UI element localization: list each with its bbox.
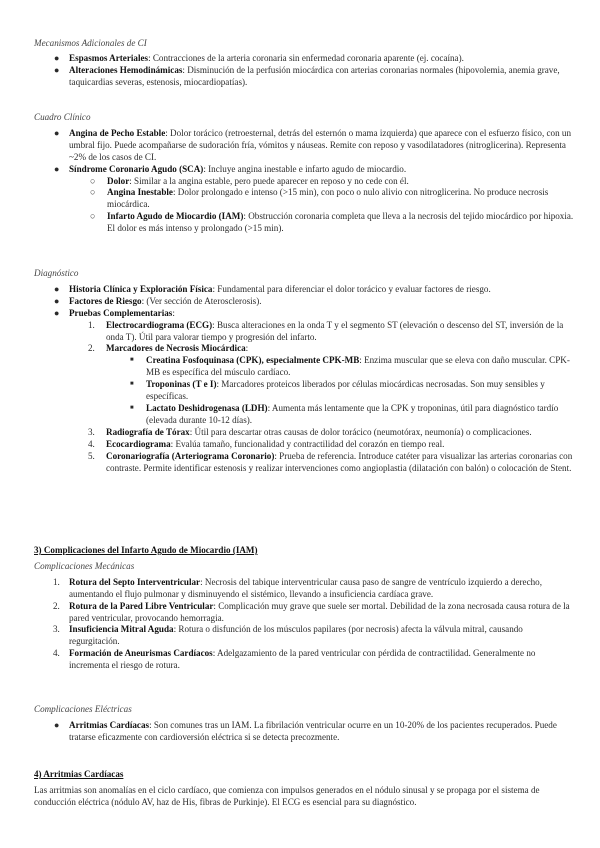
term: Rotura del Septo Interventricular [69, 576, 201, 587]
term: Angina de Pecho Estable [69, 127, 166, 138]
list-item [34, 53, 574, 65]
item-text: : Aumenta más lentamente que la CPK y troponinas, útil para diagnóstico tardío (elevada durante 10-12 días). [146, 402, 559, 425]
sub-list-item [34, 176, 574, 188]
square-bullet-icon: ■ [130, 381, 134, 388]
term: Coronariografía (Arteriograma Coronario) [106, 450, 275, 461]
item-text: : Adelgazamiento de la pared ventricular con pérdida de contractilidad. Generalmente no incrementa el riesgo de rotura. [69, 648, 536, 671]
section-arritmias [34, 769, 574, 809]
term: Alteraciones Hemodinámicas [69, 64, 183, 75]
numbered-item [34, 601, 574, 625]
term: Historia Clínica y Exploración Física [69, 283, 213, 294]
term: Espasmos Arteriales [69, 52, 149, 63]
list-item [34, 284, 574, 296]
numbered-item [34, 320, 574, 344]
term: Marcadores de Necrosis Miocárdica [106, 343, 246, 354]
term: Factores de Riesgo [69, 295, 142, 306]
bullet-icon: ● [54, 127, 60, 138]
item-text: : [245, 343, 249, 354]
square-bullet-icon: ■ [130, 357, 134, 364]
term: Infarto Agudo de Miocardio (IAM) [107, 211, 244, 222]
numbered-item [34, 427, 574, 439]
term: Radiografía de Tórax [106, 426, 190, 437]
item-text: : Similar a la angina estable, pero puede aparecer en reposo y no cede con él. [129, 175, 409, 186]
term: Formación de Aneurismas Cardíacos [69, 648, 213, 659]
item-text: : Fundamental para diferenciar el dolor torácico y evaluar factores de riesgo. [212, 283, 491, 294]
bullet-icon: ● [54, 52, 60, 63]
item-number: 1. [88, 319, 95, 330]
item-text: : Complicación muy grave que suele ser mortal. Debilidad de la zona necrosada causa rotura de la pared ventricular, provocando hemorragia. [69, 600, 570, 623]
item-text: : Busca alteraciones en la onda T y el segmento ST (elevación o descenso del ST, inversión de la onda T). Útil para valorar tiempo y progresión del infarto. [106, 319, 564, 342]
section-diagnostico [34, 268, 574, 474]
term: Ecocardiograma [106, 438, 171, 449]
item-text: : Prueba de referencia. Introduce catéter para visualizar las arterias coronarias con contraste. Permite identificar estenosis y realizar intervenciones como angioplastia (dilatación con balón) o colocación de Stent. [106, 450, 573, 473]
section-heading: Diagnóstico [34, 268, 79, 278]
item-number: 3. [53, 624, 60, 635]
section-complicaciones-iam [34, 545, 574, 672]
section-heading: 3) Complicaciones del Infarto Agudo de Miocardio (IAM) [34, 545, 258, 555]
term: Creatina Fosfoquinasa (CPK), especialmente CPK-MB [146, 355, 360, 366]
item-text: : Útil para descartar otras causas de dolor torácico (neumotórax, neumonía) o complicaciones. [189, 426, 532, 437]
term: Dolor [107, 175, 130, 186]
item-number: 4. [53, 648, 60, 659]
term: Lactato Deshidrogenasa (LDH) [146, 402, 268, 413]
list-item [34, 308, 574, 320]
item-text: : Rotura o disfunción de los músculos papilares (por necrosis) afecta la válvula mitral, causando regurgitación. [69, 624, 523, 647]
item-text: : Dolor torácico (retroesternal, detrás del esternón o mama izquierda) que aparece con el esfuerzo físico, con un umbral fijo. Puede acompañarse de sudoración fría, vómitos y náuseas. Remite con reposo y vasodilatadores (nitroglicerina). Representa ~2% de los casos de CI. [69, 127, 572, 162]
marker-item [34, 379, 574, 403]
numbered-item [34, 451, 574, 475]
section-heading: Complicaciones Eléctricas [34, 704, 132, 714]
bullet-icon: ● [54, 295, 60, 306]
item-text: : Enzima muscular que se eleva con daño muscular. CPK-MB es específica del músculo cardíaco. [146, 355, 570, 378]
item-text: : Incluye angina inestable e infarto agudo de miocardio. [203, 163, 407, 174]
term: Pruebas Complementarias [69, 307, 173, 318]
numbered-item [34, 343, 574, 355]
item-number: 4. [88, 438, 95, 449]
list-item [34, 720, 574, 744]
sub-list-item [34, 211, 574, 235]
term: Electrocardiograma (ECG) [106, 319, 213, 330]
item-text: : [172, 307, 175, 318]
numbered-item [34, 648, 574, 672]
circle-icon: ○ [90, 211, 96, 222]
item-text: : (Ver sección de Aterosclerosis). [141, 295, 262, 306]
term: Troponinas (T e I) [146, 379, 217, 390]
term: Angina Inestable [107, 187, 173, 198]
bullet-icon: ● [54, 719, 60, 730]
list-item [34, 296, 574, 308]
list-item [34, 65, 574, 89]
section-complicaciones-electricas [34, 704, 574, 744]
item-text: : Necrosis del tabique interventricular causa paso de sangre de ventrículo izquierdo a derecho, aumentando el flujo pulmonar y disminuyendo el sistémico, llevando a insuficiencia cardíaca grave. [69, 576, 542, 599]
item-text: : Disminución de la perfusión miocárdica con arterias coronarias normales (hipovolemia, anemia grave, taquicardias severas, estenosis, miocardiopatías). [69, 64, 560, 87]
term: Insuficiencia Mitral Aguda [69, 624, 174, 635]
circle-icon: ○ [90, 187, 96, 198]
list-item [34, 164, 574, 176]
item-text: : Evalúa tamaño, funcionalidad y contractilidad del corazón en tiempo real. [170, 438, 445, 449]
square-bullet-icon: ■ [130, 404, 134, 411]
section-heading: Cuadro Clínico [34, 112, 91, 122]
item-number: 5. [88, 450, 95, 461]
subsection-heading: Complicaciones Mecánicas [34, 560, 135, 571]
numbered-item [34, 439, 574, 451]
term: Arritmias Cardíacas [69, 719, 150, 730]
section-heading: Mecanismos Adicionales de CI [34, 38, 147, 48]
item-text: : Obstrucción coronaria completa que lleva a la necrosis del tejido miocárdico por hipoxia. El dolor es más intenso y prolongado (>15 min). [107, 211, 574, 234]
item-number: 2. [53, 600, 60, 611]
sub-list-item [34, 187, 574, 211]
term: Rotura de la Pared Libre Ventricular [69, 600, 214, 611]
term: Síndrome Coronario Agudo (SCA) [69, 163, 204, 174]
item-text: : Dolor prolongado e intenso (>15 min), con poco o nulo alivio con nitroglicerina. No produce necrosis miocárdica. [107, 187, 549, 210]
section-mecanismos [34, 38, 574, 89]
section-heading: 4) Arritmias Cardíacas [34, 769, 124, 779]
item-text: : Son comunes tras un IAM. La fibrilación ventricular ocurre en un 10-20% de los pacientes recuperados. Puede tratarse eficazmente con cardioversión eléctrica si se detecta precozmente. [69, 719, 557, 742]
section-cuadro-clinico [34, 112, 574, 235]
numbered-item [34, 577, 574, 601]
bullet-icon: ● [54, 64, 60, 75]
list-item [34, 128, 574, 164]
circle-icon: ○ [90, 175, 96, 186]
item-number: 1. [53, 576, 60, 587]
marker-item [34, 403, 574, 427]
numbered-item [34, 624, 574, 648]
bullet-icon: ● [54, 283, 60, 294]
marker-item [34, 355, 574, 379]
item-text: : Marcadores proteicos liberados por células miocárdicas necrosadas. Son muy sensibles y específicas. [146, 379, 545, 402]
bullet-icon: ● [54, 163, 60, 174]
item-number: 3. [88, 426, 95, 437]
item-text: : Contracciones de la arteria coronaria sin enfermedad coronaria aparente (ej. cocaína). [148, 52, 464, 63]
item-number: 2. [88, 343, 95, 354]
bullet-icon: ● [54, 307, 60, 318]
paragraph: Las arritmias son anomalías en el ciclo cardíaco, que comienza con impulsos generados en el nódulo sinusal y se propaga por el sistema de conducción eléctrica (nódulo AV, haz de His, fibras de Purkinje). El ECG es esencial para su diagnóstico. [34, 784, 540, 807]
